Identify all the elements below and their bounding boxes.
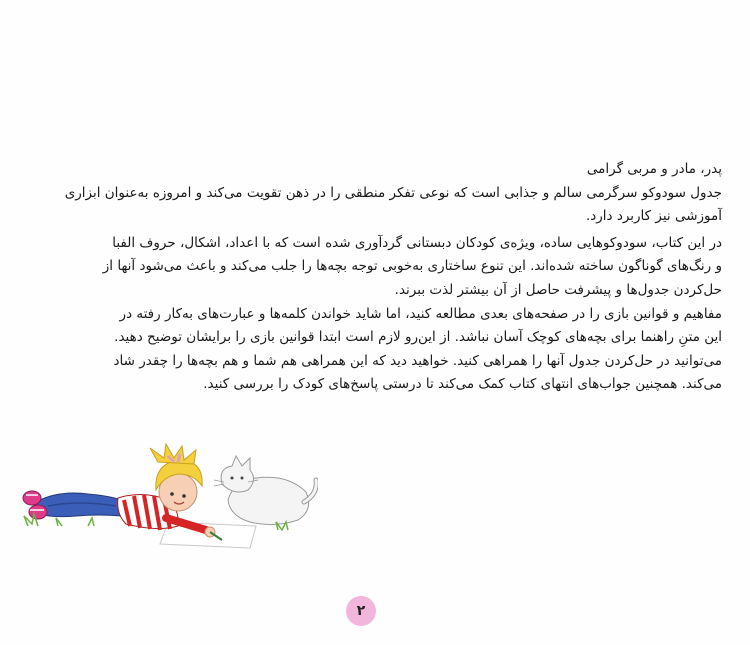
- letter-line: مفاهیم و قوانین بازی را در صفحه‌های بعدی مطالعه کنید، اما شاید خواندن کلمه‌ها و عبارت‌های به‌کار رفته در: [119, 305, 722, 322]
- letter-line: جدول سودوکو سرگرمی سالم و جذابی است که نوعی تفکر منطقی را در ذهن تقویت می‌کند و امروزه به‌عنوان ابزاری: [64, 184, 722, 201]
- girl-drawing-with-cat-illustration: [18, 440, 318, 550]
- girl-shoe: [23, 491, 41, 505]
- letter-line: آموزشی نیز کاربرد دارد.: [585, 208, 722, 225]
- letter-line: در این کتاب، سودوکوهایی ساده، ویژه‌ی کودکان دبستانی گردآوری شده است که با اعداد، اشکال، حروف الفبا: [112, 234, 722, 251]
- page-number-badge: [346, 596, 376, 626]
- letter-line: می‌کند. همچنین جواب‌های انتهای کتاب کمک می‌کند تا درستی پاسخ‌های کودک را بررسی کنید.: [203, 376, 722, 393]
- letter-line: می‌توانید در حل‌کردن جدول آنها را همراهی کنید. خواهید دید که این همراهی هم شما و هم بچه‌ها را چقدر شاد: [113, 352, 722, 369]
- letter-line: حل‌کردن جدول‌ها و پیشرفت حاصل از آن بیشتر لذت ببرند.: [394, 281, 722, 298]
- intro-letter: [22, 158, 722, 397]
- cat-head: [221, 456, 253, 492]
- illustration-svg: [18, 440, 318, 550]
- letter-greeting: پدر، مادر و مربی گرامی: [586, 161, 722, 177]
- girl-shoe: [29, 505, 47, 519]
- letter-line: این متنِ راهنما برای بچه‌های کوچک آسان نباشد. از این‌رو لازم است ابتدا قوانین بازی را برایشان توضیح دهید.: [114, 329, 722, 346]
- page-number: ۲: [356, 603, 366, 619]
- letter-line: و رنگ‌های گوناگون ساخته شده‌اند. این تنوع ساختاری به‌خوبی توجه بچه‌ها را جلب می‌کند و باعث می‌شود آنها از: [102, 258, 722, 275]
